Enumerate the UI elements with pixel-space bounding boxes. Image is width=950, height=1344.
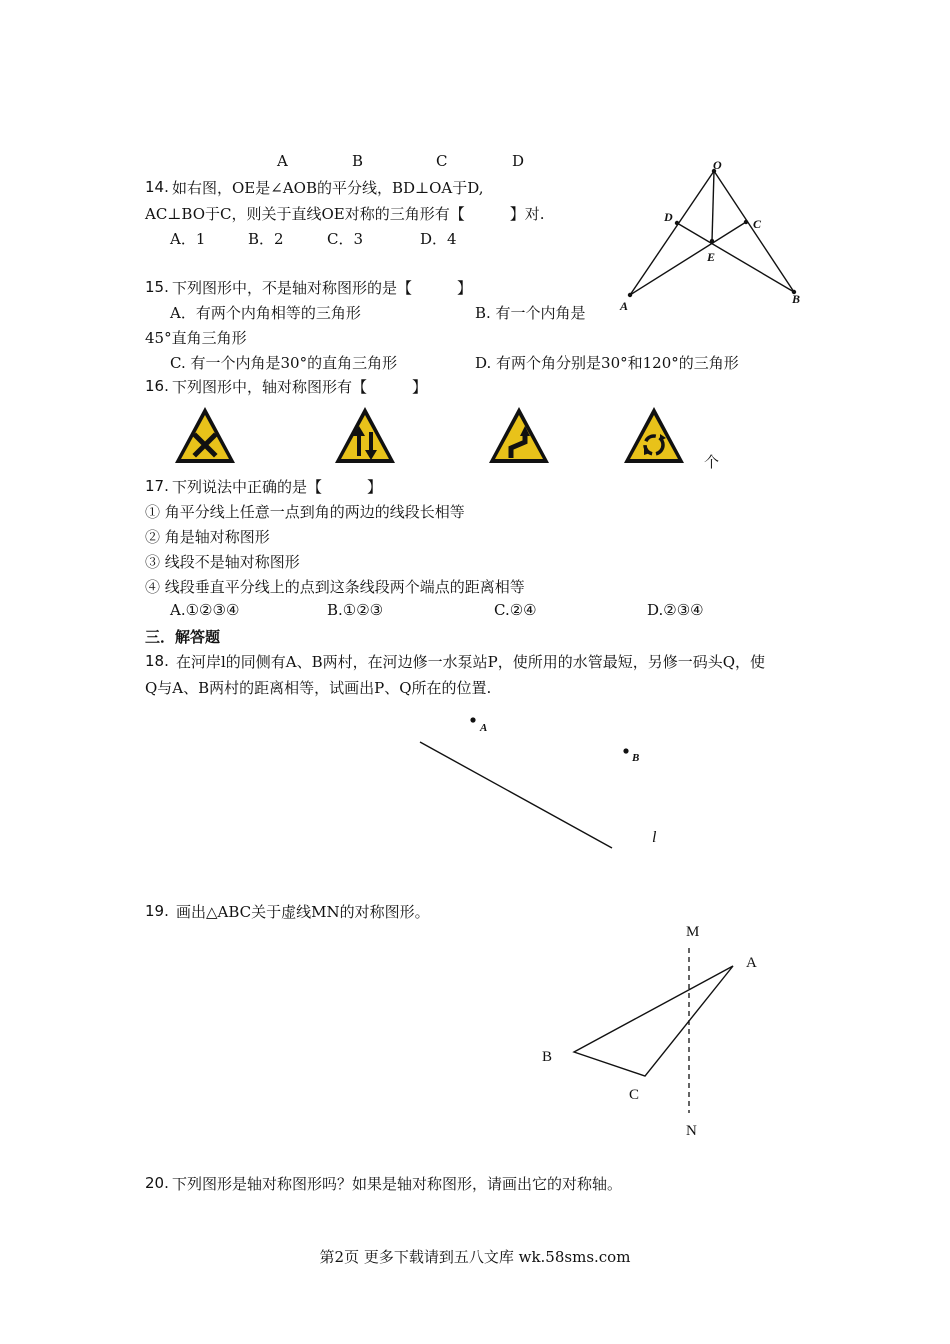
q14-number: 14. [145,178,169,196]
q19-label-a: A [746,955,757,971]
q19-figure [530,915,770,1145]
q14-option-b: B．2 [248,230,284,248]
x-cross-sign-icon [173,404,237,466]
q17-item-1: ① 角平分线上任意一点到角的两边的线段长相等 [145,503,465,521]
q17-option-c: C.②④ [494,601,537,619]
q14-line2: AC⊥BO于C，则关于直线OE对称的三角形有【 】对. [145,205,545,223]
q17-option-a: A.①②③④ [170,601,240,619]
q15-stem: 下列图形中，不是轴对称图形的是【 】 [172,279,473,297]
q14-option-a: A．1 [170,230,206,248]
q17-option-d: D.②③④ [647,601,704,619]
q19-number: 19. [145,902,169,920]
q16-number: 16. [145,377,169,395]
q18-line1: 在河岸l的同侧有A、B两村，在河边修一水泵站P，使所用的水管最短，另修一码头Q，使 [176,653,766,671]
q14-option-c: C．3 [327,230,364,248]
q14-label-o: O [713,158,722,172]
page-footer: 第2页 更多下载请到五八文库 wk.58sms.com [319,1248,631,1266]
q14-label-d: D [664,210,673,224]
q18-figure [410,710,670,860]
q15-option-c: C. 有一个内角是30°的直角三角形 [170,354,398,372]
q18-line2: Q与A、B两村的距离相等，试画出P、Q所在的位置. [145,679,492,697]
q17-stem: 下列说法中正确的是【 】 [172,478,383,496]
q17-item-3: ③ 线段不是轴对称图形 [145,553,300,571]
q19-stem: 画出△ABC关于虚线MN的对称图形。 [176,903,430,921]
q19-label-m: M [686,924,700,940]
q13-choice-c: C [436,152,448,170]
q16-stem: 下列图形中，轴对称图形有【 】 [172,378,428,396]
q15-option-b-cont: 45°直角三角形 [145,329,247,347]
q19-label-n: N [686,1123,697,1139]
q13-choice-a: A [277,152,288,170]
two-way-arrows-sign-icon [333,404,397,466]
q15-number: 15. [145,278,169,296]
q18-label-l: l [652,829,657,846]
q19-label-b: B [542,1049,553,1065]
zigzag-arrow-sign-icon [487,404,551,466]
q17-item-2: ② 角是轴对称图形 [145,528,270,546]
q17-option-b: B.①②③ [327,601,384,619]
q14-label-e: E [707,250,716,264]
q14-line1: 如右图，OE是∠AOB的平分线，BD⊥OA于D, [172,179,484,197]
q14-label-c: C [753,217,762,231]
q14-label-b: B [792,292,801,306]
q18-label-a: A [480,722,488,734]
q15-option-a: A．有两个内角相等的三角形 [170,304,361,322]
q13-choice-d: D [512,152,525,170]
q19-label-c: C [629,1087,640,1103]
q14-label-a: A [620,299,629,313]
section-heading: 三．解答题 [145,628,221,646]
q13-choice-b: B [352,152,364,170]
q15-option-b: B. 有一个内角是 [475,304,586,322]
q18-number: 18. [145,652,169,670]
q14-option-d: D．4 [420,230,457,248]
q17-number: 17. [145,477,169,495]
q20-stem: 下列图形是轴对称图形吗？如果是轴对称图形，请画出它的对称轴。 [172,1175,623,1193]
q18-label-b: B [632,752,640,764]
q14-figure [610,158,810,318]
q17-item-4: ④ 线段垂直平分线上的点到这条线段两个端点的距离相等 [145,578,525,596]
q16-suffix: 个 [704,453,720,471]
roundabout-sign-icon [622,404,686,466]
q15-option-d: D. 有两个角分别是30°和120°的三角形 [475,354,739,372]
q20-number: 20. [145,1174,169,1192]
